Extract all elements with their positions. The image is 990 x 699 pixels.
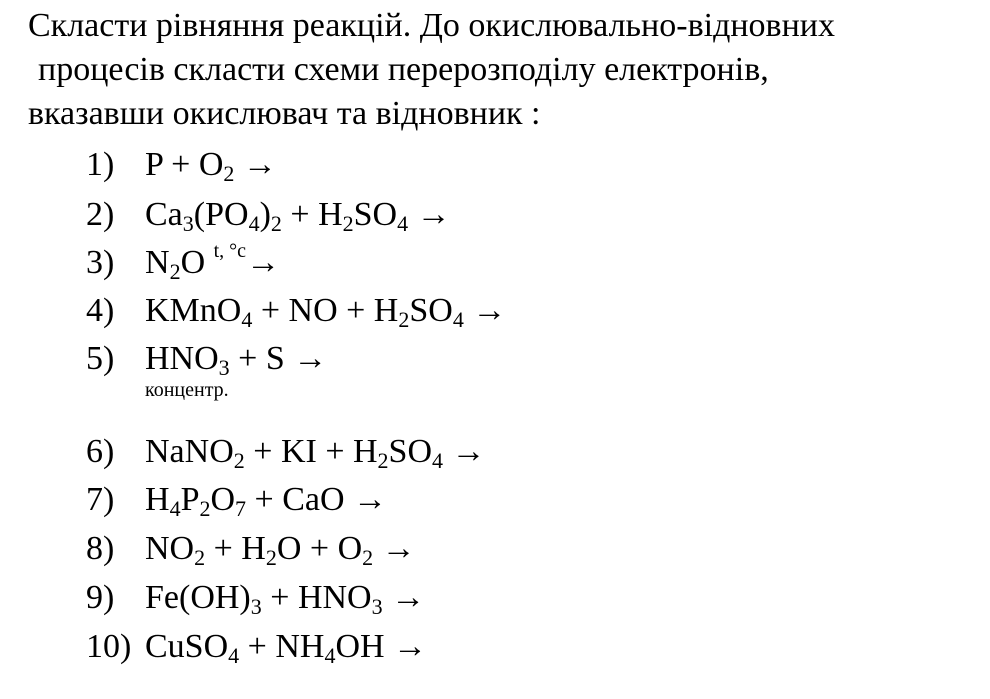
reaction-number: 10)	[86, 628, 132, 665]
reaction-equation: CuSO$_4$ + $NH_4OH$ →	[145, 628, 428, 668]
task-line-1: Скласти рівняння реакцій. До окислювально-відновних	[28, 7, 836, 44]
reaction-number: 3)	[86, 244, 115, 281]
reaction-number: 6)	[86, 433, 115, 470]
reaction-number: 9)	[86, 579, 115, 616]
task-line-3: вказавши окислювач та відновник :	[28, 95, 541, 132]
reaction-condition-temperature: t, °c	[213, 240, 247, 262]
task-line-2: процесів скласти схеми перерозподілу електронів,	[38, 51, 769, 88]
reaction-number: 8)	[86, 530, 115, 567]
reaction-equation: $P + O_2$ →	[145, 146, 277, 186]
reaction-5-condition: концентр.	[145, 379, 229, 401]
reaction-equation: $Fe(OH)_3 + HNO_3$ →	[145, 579, 426, 619]
reaction-equation: KMnO$_4$ + NO + $H_2SO_4$ →	[145, 292, 507, 332]
reaction-equation: $NO_2 + H_2O + O_2$ →	[145, 530, 416, 570]
reaction-equation: $HNO_3 + S$ →	[145, 340, 328, 380]
reaction-equation: $H_4P_2O_7$ + CaO →	[145, 481, 388, 521]
reaction-equation: $Ca_3(PO_4)_2 + H_2SO_4$ →	[145, 196, 451, 236]
reaction-equation: NaNO$_2$ + KI + $H_2SO_4$ →	[145, 433, 486, 473]
reaction-number: 7)	[86, 481, 115, 518]
reaction-number: 1)	[86, 146, 115, 183]
reaction-number: 5)	[86, 340, 115, 377]
reaction-number: 4)	[86, 292, 115, 329]
reaction-number: 2)	[86, 196, 115, 233]
reaction-equation: $N_2O$ $^{t, ^\circ c}$→	[145, 240, 281, 284]
